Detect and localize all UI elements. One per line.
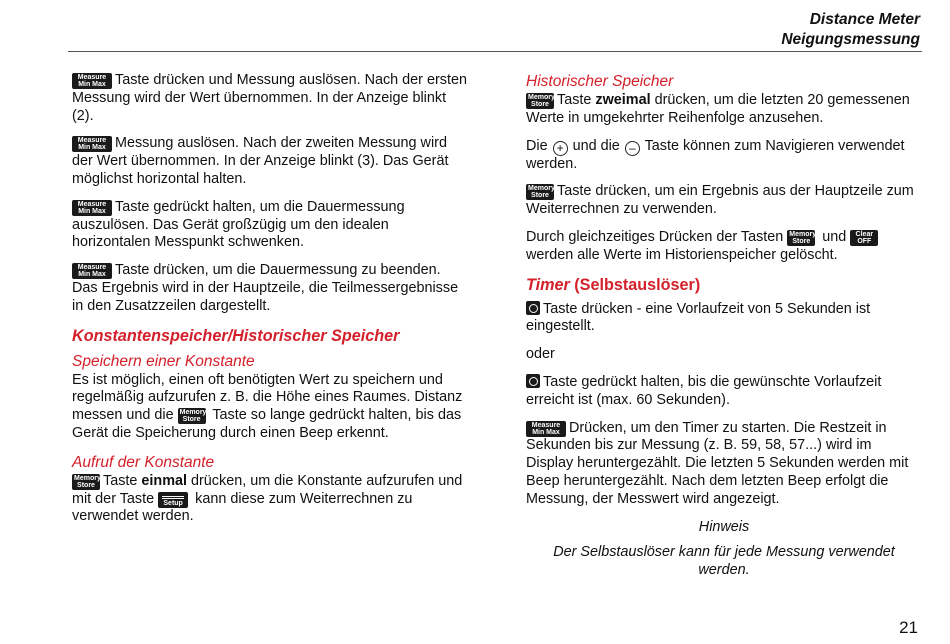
right-column [526,72,922,580]
paragraph: Durch gleichzeitiges Drücken der Tasten Memory Store und Clear OFF werden alle Werte im Historienspeicher gelöscht. [526,229,922,265]
hint-box [526,519,922,580]
paragraph: Measure Min Max Messung auslösen. Nach der zweiten Messung wird der Wert übernommen. In der Anzeige blinkt (3). Das Gerät möglichst horizontal halten. [72,135,449,187]
subheading-historischer-speicher: Historischer Speicher [526,73,674,90]
paragraph: Memory Store Taste einmal drücken, um die Konstante aufzurufen und mit der Taste Setup kann diese zum Weiterrechnen zu verwendet werden. [72,472,463,525]
memory-key-icon: Memory Store [789,230,817,245]
setup-key-icon: Setup [158,492,188,508]
left-column [72,72,470,536]
hint-title: Hinweis [698,518,750,535]
plus-key-icon: + [553,141,568,156]
hint-text: Der Selbstauslöser kann für jede Messung verwendet werden. [553,544,895,579]
minus-key-icon: – [625,141,640,156]
section-heading-konstantenspeicher: Konstantenspeicher/Historischer Speicher [72,326,400,345]
timer-key-icon [526,301,540,315]
paragraph: Memory Store Taste zweimal drücken, um die letzten 20 gemessenen Werte in umgekehrter Reihenfolge anzusehen. [526,92,910,126]
subheading-speichern: Speichern einer Konstante [72,352,255,370]
subheading-aufruf: Aufruf der Konstante [72,453,215,471]
paragraph: Measure Min Max Taste gedrückt halten, um die Dauermessung auszulösen. Das Gerät großzügig um den idealen horizontalen Messpunkt schwenken. [72,198,405,251]
paragraph: Taste drücken - eine Vorlaufzeit von 5 Sekunden ist eingestellt. [526,300,871,335]
memory-key-icon: Memory Store [74,474,101,489]
section-heading-timer: Timer (Selbstauslöser) [526,275,701,294]
measure-key-icon: Measure Min Max [526,421,566,437]
page-number: 21 [899,618,918,637]
memory-key-icon: Memory Store [528,185,555,200]
paragraph: Measure Min Max Drücken, um den Timer zu starten. Die Restzeit in Sekunden bis zur Messung (z. B. 59, 58, 57...) wird im Display heruntergezählt. Die letzten 5 Sekunden werden mit Beep heruntergezählt. Nach dem letzten Beep erfolgt die Messung, der Messwert wird angezeigt. [526,419,909,507]
paragraph: oder [526,346,555,363]
paragraph: Memory Store Taste drücken, um ein Ergebnis aus der Hauptzeile zum Weiterrechnen zu verwenden. [526,183,914,218]
header-subtitle: Neigungsmessung [781,31,920,48]
header-title: Distance Meter [809,11,920,28]
paragraph: Die + und die – Taste können zum Navigieren verwendet werden. [526,137,905,172]
paragraph: Es ist möglich, einen oft benötigten Wert zu speichern und regelmäßig aufzurufen z. B. die Höhe eines Raumes. Distanz messen und die Memory Store Taste so lange gedrückt halten, bis das Gerät die Speicherung durch einen Beep erkennt. [72,371,463,441]
clear-key-icon: Clear OFF [850,230,878,246]
timer-key-icon [526,374,540,388]
measure-key-icon: Measure Min Max [72,263,112,279]
measure-key-icon: Measure Min Max [72,73,112,89]
page-header [781,10,920,50]
paragraph: Measure Min Max Taste drücken, um die Dauermessung zu beenden. Das Ergebnis wird in der Hauptzeile, die Teilmessergebnisse in den Zusatzzeilen dargestellt. [72,262,459,314]
paragraph: Measure Min Max Taste drücken und Messung auslösen. Nach der ersten Messung wird der Wert übernommen. In der Anzeige blinkt (2). [72,72,467,124]
paragraph: Taste gedrückt halten, bis die gewünschte Vorlaufzeit erreicht ist (max. 60 Sekunden). [526,373,882,408]
header-rule [68,51,922,52]
memory-key-icon: Memory Store [528,94,555,108]
measure-key-icon: Measure Min Max [72,136,112,152]
measure-key-icon: Measure Min Max [72,200,112,216]
memory-key-icon: Memory Store [179,409,207,424]
